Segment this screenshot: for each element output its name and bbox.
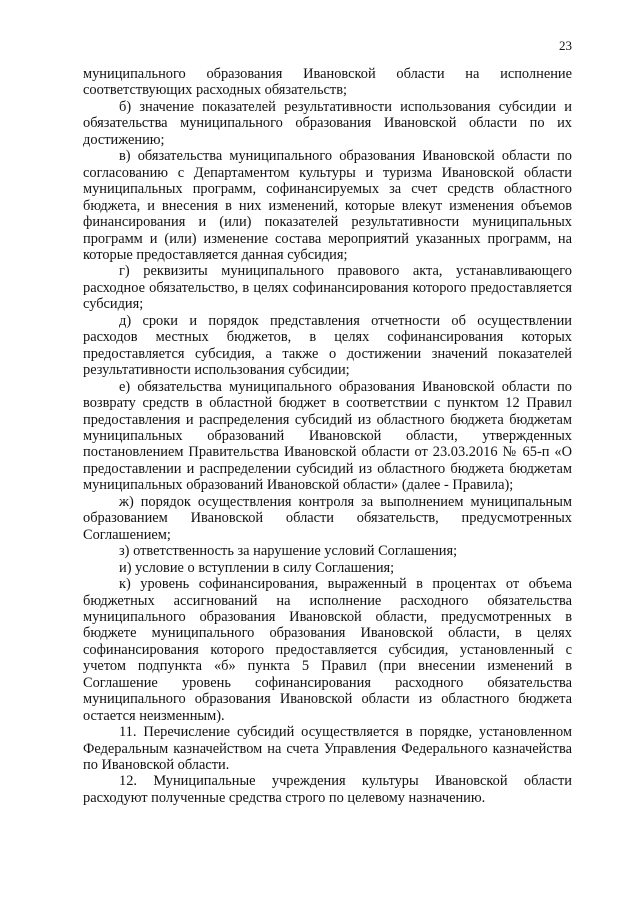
document-body bbox=[83, 66, 572, 806]
paragraph-item-zh: ж) порядок осуществления контроля за выполнением муниципальным образованием Ивановской области обязательств, предусмотренных Соглашением; bbox=[83, 493, 572, 543]
paragraph-item-i: и) условие о вступлении в силу Соглашения; bbox=[119, 559, 395, 576]
paragraph-item-g: г) реквизиты муниципального правового акта, устанавливающего расходное обязательство, в целях софинансирования которого предоставляется субсидия; bbox=[83, 263, 572, 313]
paragraph-item-b: б) значение показателей результативности использования субсидии и обязательства муниципального образования Ивановской области по их достижению; bbox=[83, 98, 572, 148]
paragraph-section-12: 12. Муниципальные учреждения культуры Ивановской области расходуют полученные средства строго по целевому назначению. bbox=[83, 773, 572, 806]
page-number: 23 bbox=[559, 38, 572, 53]
paragraph-section-11: 11. Перечисление субсидий осуществляется в порядке, установленном Федеральным казначейством на счета Управления Федерального казначейства по Ивановской области. bbox=[83, 724, 572, 774]
paragraph-item-v: в) обязательства муниципального образования Ивановской области по согласованию с Департаментом культуры и туризма Ивановской области муниципальных программ, софинансируемых за счет средств областного бюджета, и внесения в них изменений, которые влекут изменения объемов финансирования и (или) показателей результативности муниципальных программ и (или) изменение состава мероприятий указанных программ, на которые предоставляется данная субсидия; bbox=[83, 148, 572, 263]
paragraph-item-e: е) обязательства муниципального образования Ивановской области по возврату средств в областной бюджет в соответствии с пунктом 12 Правил предоставления и распределения субсидий из областного бюджета бюджетам муниципальных образований Ивановской области, утвержденных постановлением Правительства Ивановской области от 23.03.2016 № 65-п «О предоставлении и распределении субсидий из областного бюджета бюджетам муниципальных образований Ивановской области» (далее - Правила); bbox=[83, 378, 572, 494]
paragraph-item-k: к) уровень софинансирования, выраженный в процентах от объема бюджетных ассигнований на исполнение расходного обязательства муниципального образования Ивановской области, предусмотренных в бюджете муниципального образования Ивановской области, в целях софинансирования которого предоставляется субсидия, установленный с учетом подпункта «б» пункта 5 Правил (при внесении изменений в Соглашение уровень софинансирования расходного обязательства муниципального образования Ивановской области из областного бюджета остается неизменным). bbox=[83, 576, 572, 724]
paragraph-item-z: з) ответственность за нарушение условий Соглашения; bbox=[119, 543, 458, 560]
paragraph-continuation: муниципального образования Ивановской области на исполнение соответствующих расходных обязательств; bbox=[83, 66, 572, 99]
paragraph-item-d: д) сроки и порядок представления отчетности об осуществлении расходов местных бюджетов, в целях софинансирования которых предоставляется субсидия, а также о достижении значений показателей результативности использования субсидии; bbox=[83, 312, 572, 379]
